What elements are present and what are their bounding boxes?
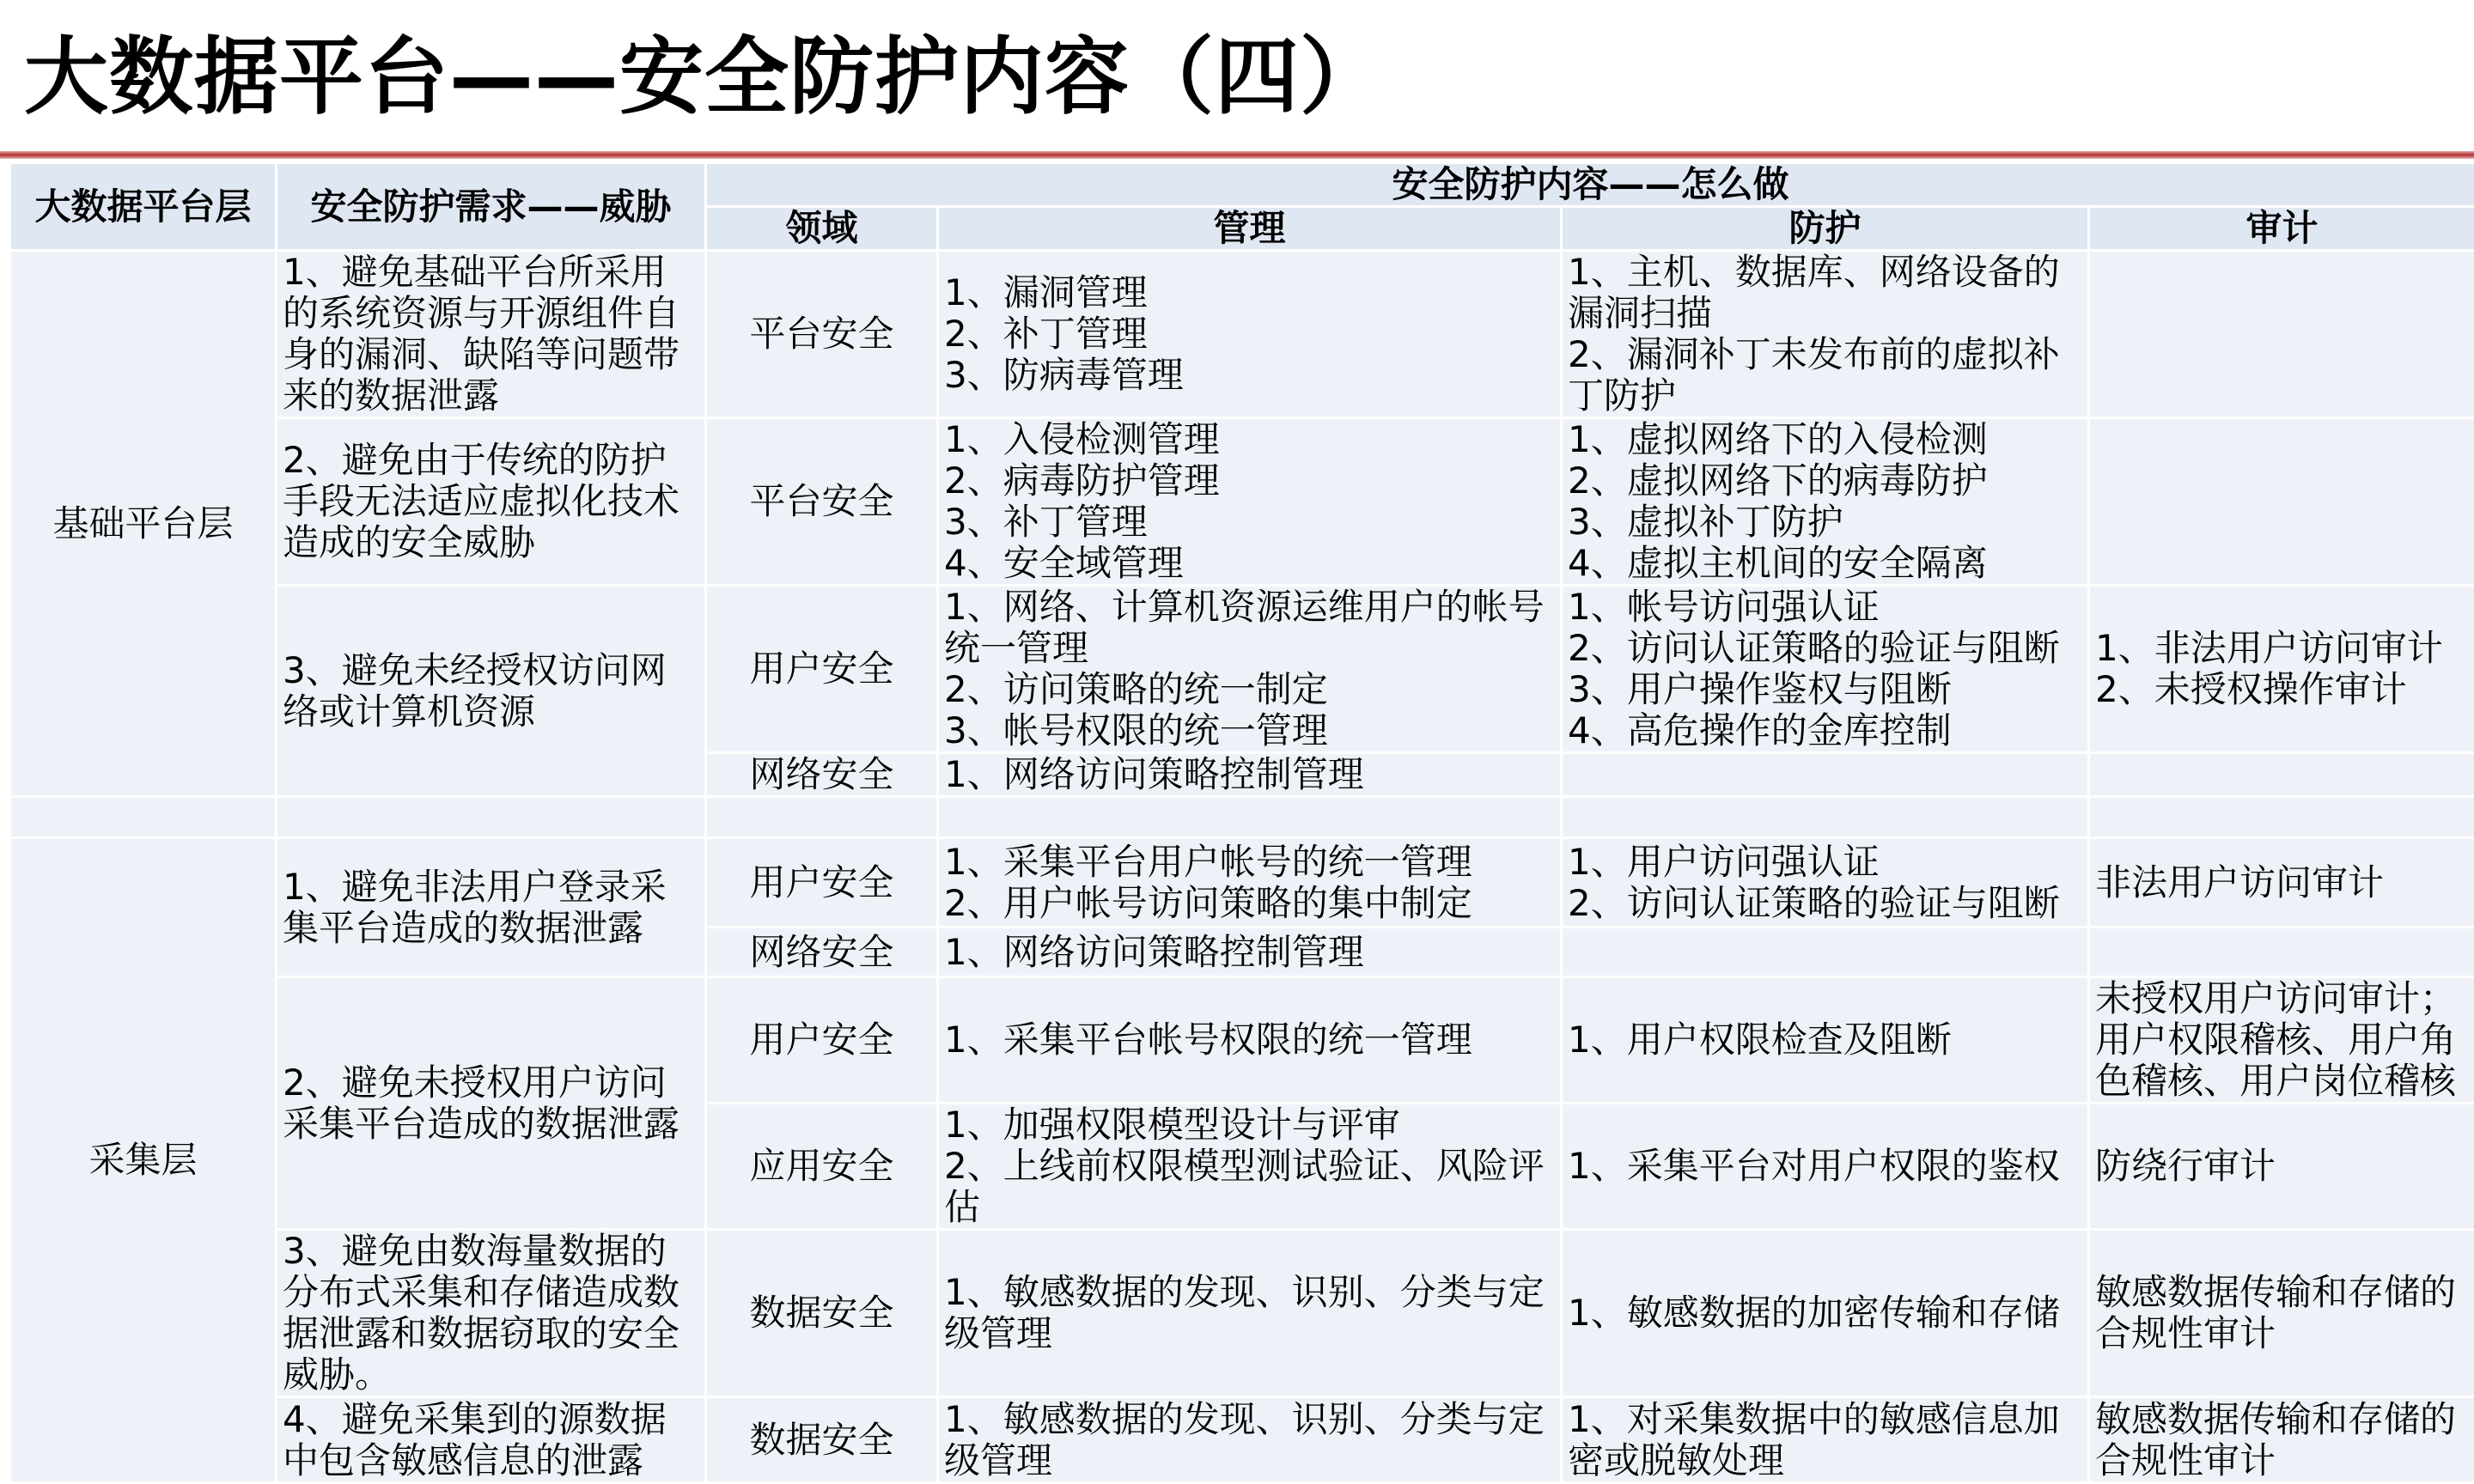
need-cell: 2、避免由于传统的防护手段无法适应虚拟化技术造成的安全威胁 <box>277 418 706 586</box>
header-need: 安全防护需求——威胁 <box>277 163 706 251</box>
audit-cell: 非法用户访问审计 <box>2089 838 2474 928</box>
audit-cell <box>2089 753 2474 797</box>
protect-cell: 1、用户访问强认证 2、访问认证策略的验证与阻断 <box>1562 838 2089 928</box>
protect-cell: 1、主机、数据库、网络设备的漏洞扫描 2、漏洞补丁未发布前的虚拟补丁防护 <box>1562 251 2089 418</box>
protect-cell: 1、帐号访问强认证 2、访问认证策略的验证与阻断 3、用户操作鉴权与阻断 4、高危操作的金库控制 <box>1562 586 2089 753</box>
domain-cell: 数据安全 <box>706 1397 938 1483</box>
spacer-cell <box>938 797 1562 838</box>
domain-cell: 网络安全 <box>706 928 938 977</box>
protect-cell: 1、虚拟网络下的入侵检测 2、虚拟网络下的病毒防护 3、虚拟补丁防护 4、虚拟主机间的安全隔离 <box>1562 418 2089 586</box>
domain-cell: 平台安全 <box>706 251 938 418</box>
audit-cell: 敏感数据传输和存储的合规性审计 <box>2089 1397 2474 1483</box>
spacer-cell <box>706 797 938 838</box>
audit-cell <box>2089 251 2474 418</box>
need-cell: 1、避免基础平台所采用的系统资源与开源组件自身的漏洞、缺陷等问题带来的数据泄露 <box>277 251 706 418</box>
need-cell: 3、避免未经授权访问网络或计算机资源 <box>277 586 706 797</box>
audit-cell: 未授权用户访问审计；用户权限稽核、用户角色稽核、用户岗位稽核 <box>2089 977 2474 1104</box>
header-content: 安全防护内容——怎么做 <box>706 163 2474 207</box>
layer-cell: 基础平台层 <box>10 251 277 797</box>
need-cell: 1、避免非法用户登录采集平台造成的数据泄露 <box>277 838 706 977</box>
table-row <box>10 418 2474 586</box>
header-row-1 <box>10 163 2474 207</box>
layer-cell: 采集层 <box>10 838 277 1483</box>
audit-cell <box>2089 418 2474 586</box>
table-row <box>10 586 2474 753</box>
need-cell: 2、避免未授权用户访问采集平台造成的数据泄露 <box>277 977 706 1230</box>
domain-cell: 网络安全 <box>706 753 938 797</box>
manage-cell: 1、采集平台用户帐号的统一管理 2、用户帐号访问策略的集中制定 <box>938 838 1562 928</box>
manage-cell: 1、采集平台帐号权限的统一管理 <box>938 977 1562 1104</box>
header-domain: 领域 <box>706 207 938 251</box>
audit-cell: 防绕行审计 <box>2089 1104 2474 1230</box>
need-cell: 3、避免由数海量数据的分布式采集和存储造成数据泄露和数据窃取的安全威胁。 <box>277 1230 706 1397</box>
security-table <box>9 161 2474 1484</box>
domain-cell: 用户安全 <box>706 977 938 1104</box>
header-audit: 审计 <box>2089 207 2474 251</box>
domain-cell: 平台安全 <box>706 418 938 586</box>
protect-cell: 1、对采集数据中的敏感信息加密或脱敏处理 <box>1562 1397 2089 1483</box>
header-protect: 防护 <box>1562 207 2089 251</box>
header-manage: 管理 <box>938 207 1562 251</box>
manage-cell: 1、加强权限模型设计与评审 2、上线前权限模型测试验证、风险评估 <box>938 1104 1562 1230</box>
protect-cell: 1、采集平台对用户权限的鉴权 <box>1562 1104 2089 1230</box>
manage-cell: 1、入侵检测管理 2、病毒防护管理 3、补丁管理 4、安全域管理 <box>938 418 1562 586</box>
protect-cell: 1、敏感数据的加密传输和存储 <box>1562 1230 2089 1397</box>
domain-cell: 数据安全 <box>706 1230 938 1397</box>
table-row <box>10 1230 2474 1397</box>
manage-cell: 1、网络、计算机资源运维用户的帐号统一管理 2、访问策略的统一制定 3、帐号权限的统一管理 <box>938 586 1562 753</box>
manage-cell: 1、网络访问策略控制管理 <box>938 928 1562 977</box>
table-row <box>10 251 2474 418</box>
domain-cell: 应用安全 <box>706 1104 938 1230</box>
table-row <box>10 838 2474 928</box>
domain-cell: 用户安全 <box>706 838 938 928</box>
header-layer: 大数据平台层 <box>10 163 277 251</box>
manage-cell: 1、敏感数据的发现、识别、分类与定级管理 <box>938 1397 1562 1483</box>
audit-cell: 敏感数据传输和存储的合规性审计 <box>2089 1230 2474 1397</box>
manage-cell: 1、敏感数据的发现、识别、分类与定级管理 <box>938 1230 1562 1397</box>
need-cell: 4、避免采集到的源数据中包含敏感信息的泄露 <box>277 1397 706 1483</box>
page-title: 大数据平台——安全防护内容（四） <box>24 17 1385 137</box>
spacer-row <box>10 797 2474 838</box>
table-row <box>10 977 2474 1104</box>
table-row <box>10 1397 2474 1483</box>
manage-cell: 1、网络访问策略控制管理 <box>938 753 1562 797</box>
protect-cell <box>1562 753 2089 797</box>
spacer-cell <box>277 797 706 838</box>
spacer-cell <box>2089 797 2474 838</box>
spacer-cell <box>10 797 277 838</box>
audit-cell: 1、非法用户访问审计 2、未授权操作审计 <box>2089 586 2474 753</box>
spacer-cell <box>1562 797 2089 838</box>
title-divider <box>0 151 2474 159</box>
domain-cell: 用户安全 <box>706 586 938 753</box>
manage-cell: 1、漏洞管理 2、补丁管理 3、防病毒管理 <box>938 251 1562 418</box>
protect-cell: 1、用户权限检查及阻断 <box>1562 977 2089 1104</box>
protect-cell <box>1562 928 2089 977</box>
audit-cell <box>2089 928 2474 977</box>
